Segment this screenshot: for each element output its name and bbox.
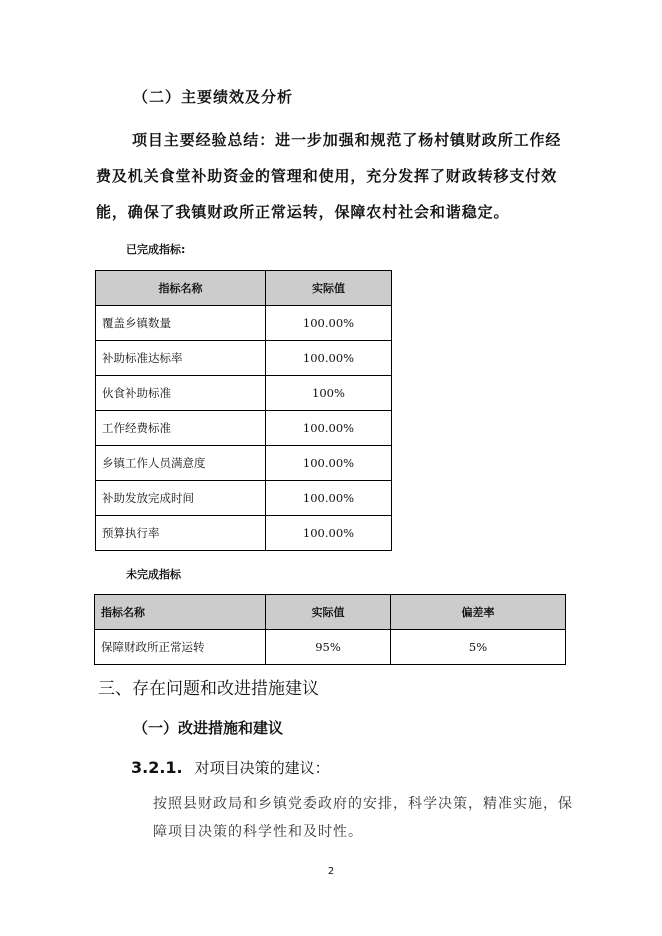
indicator-name: 伙食补助标准: [96, 376, 266, 411]
column-header: 实际值: [266, 595, 391, 630]
incomplete-table: [94, 594, 566, 665]
table-row: [95, 630, 566, 665]
indicator-name: 乡镇工作人员满意度: [96, 446, 266, 481]
summary-label: 项目主要经验总结：: [132, 131, 276, 149]
item-title: 对项目决策的建议：: [194, 759, 330, 777]
indicator-name: 预算执行率: [96, 516, 266, 551]
part3-subheading: （一）改进措施和建议: [133, 719, 284, 737]
completed-label: 已完成指标:: [126, 243, 186, 256]
table-header-row: [96, 271, 392, 306]
table-row: [96, 446, 392, 481]
indicator-value: 100.00%: [266, 516, 392, 551]
part3-heading: 三、存在问题和改进措施建议: [98, 679, 319, 699]
table-row: [96, 341, 392, 376]
incomplete-label: 未完成指标: [126, 568, 181, 581]
table-row: [96, 481, 392, 516]
indicator-name: 保障财政所正常运转: [95, 630, 266, 665]
item-heading: [131, 757, 330, 778]
table-row: [96, 516, 392, 551]
section-heading: （二）主要绩效及分析: [133, 88, 294, 106]
item-number: 3.2.1.: [131, 758, 183, 777]
deviation-rate: 5%: [391, 630, 566, 665]
table-header-row: [95, 595, 566, 630]
completed-table: [95, 270, 392, 551]
column-header: 实际值: [266, 271, 392, 306]
indicator-value: 100.00%: [266, 306, 392, 341]
table-row: [96, 306, 392, 341]
page-number: 2: [327, 866, 335, 877]
indicator-value: 100.00%: [266, 481, 392, 516]
table-row: [96, 376, 392, 411]
indicator-name: 工作经费标准: [96, 411, 266, 446]
indicator-value: 100.00%: [266, 411, 392, 446]
indicator-value: 100%: [266, 376, 392, 411]
summary-text: 进一步加强和规范了杨村镇财政所工作经费及机关食堂补助资金的管理和使用，充分发挥了财政转移支付效能，确保了我镇财政所正常运转，保障农村社会和谐稳定。: [96, 131, 562, 221]
indicator-value: 100.00%: [266, 341, 392, 376]
indicator-value: 95%: [266, 630, 391, 665]
column-header: 指标名称: [95, 595, 266, 630]
column-header: 指标名称: [96, 271, 266, 306]
column-header: 偏差率: [391, 595, 566, 630]
table-row: [96, 411, 392, 446]
item-body: 按照县财政局和乡镇党委政府的安排，科学决策，精准实施，保障项目决策的科学性和及时性。: [153, 796, 573, 840]
indicator-name: 补助标准达标率: [96, 341, 266, 376]
summary-paragraph: [96, 122, 566, 230]
indicator-value: 100.00%: [266, 446, 392, 481]
indicator-name: 补助发放完成时间: [96, 481, 266, 516]
indicator-name: 覆盖乡镇数量: [96, 306, 266, 341]
